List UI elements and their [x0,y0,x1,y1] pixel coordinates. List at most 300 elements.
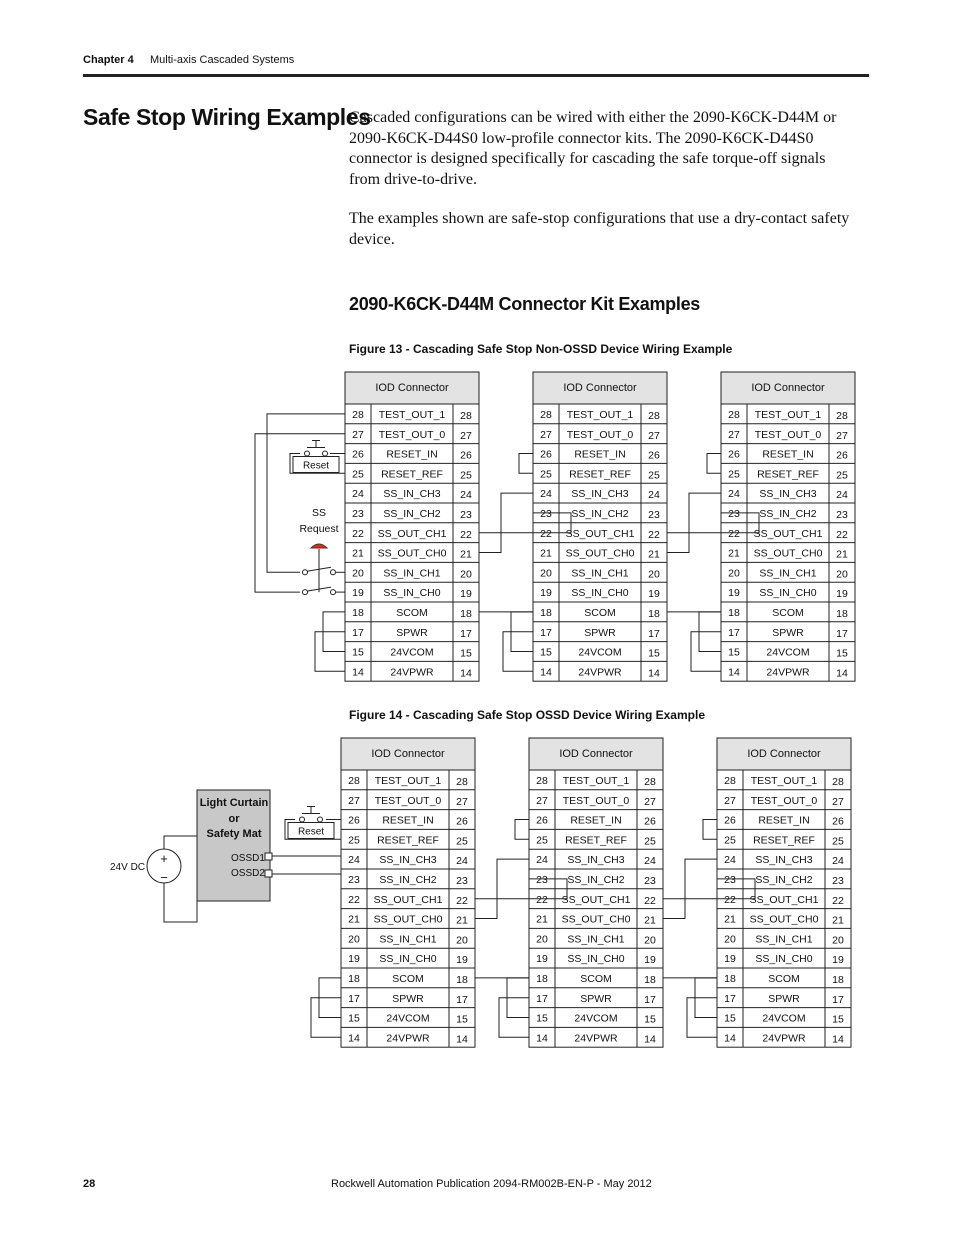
pin-name: 24VCOM [574,1012,618,1025]
pin-number-left: 20 [540,567,552,580]
pin-number-right: 18 [644,974,656,986]
pin-number-left: 23 [724,874,736,886]
pin-number-left: 14 [352,666,364,679]
pin-number-right: 15 [648,647,660,660]
pin-name: TEST_OUT_0 [378,428,446,441]
pin-number-right: 27 [836,429,848,442]
pin-number-left: 14 [540,666,552,679]
pin-number-right: 27 [648,429,660,442]
pin-number-left: 23 [536,874,548,886]
pin-number-left: 21 [348,913,360,926]
pin-name: TEST_OUT_1 [750,775,818,787]
pin-name: RESET_IN [386,448,438,461]
pin-name: SS_OUT_CH0 [561,913,631,926]
pin-name: SCOM [392,973,424,985]
pin-number-left: 18 [724,973,736,985]
pin-number-right: 15 [460,647,472,660]
pin-number-right: 19 [644,954,656,967]
pin-name: TEST_OUT_0 [754,428,822,441]
pin-number-right: 25 [832,835,844,848]
pin-name: SPWR [584,626,616,639]
pin-number-right: 23 [456,875,468,887]
wire-supply-plus [164,836,197,849]
pin-number-right: 18 [832,974,844,986]
pin-number-right: 25 [456,835,468,848]
pin-number-left: 19 [728,587,740,600]
pin-name: RESET_REF [381,468,443,481]
pin-name: RESET_IN [762,448,814,461]
pin-name: SS_IN_CH1 [571,567,629,580]
pin-number-left: 24 [352,488,364,501]
pin-name: SS_OUT_CH0 [377,547,447,560]
reset-button-contact [305,451,310,456]
pin-number-left: 26 [352,448,364,461]
pin-name: SS_OUT_CH0 [753,547,823,560]
header-rule [83,74,869,77]
estop-contact [303,570,308,575]
pin-number-left: 17 [536,992,548,1005]
pin-number-right: 17 [832,993,844,1006]
pin-name: SS_OUT_CH0 [749,913,819,926]
pin-number-left: 22 [352,527,364,540]
pin-name: TEST_OUT_0 [562,794,630,807]
pin-number-left: 21 [536,913,548,926]
pin-number-right: 19 [832,954,844,967]
pin-number-left: 25 [352,468,364,481]
pin-number-left: 21 [352,547,364,560]
pin-number-right: 28 [648,410,660,422]
pin-number-left: 14 [728,666,740,679]
pin-name: SS_IN_CH2 [379,874,437,886]
pin-name: TEST_OUT_0 [566,428,634,441]
pin-number-left: 24 [348,854,360,867]
pin-name: 24VCOM [766,646,810,659]
pin-number-left: 22 [540,527,552,540]
pin-number-right: 14 [456,1033,468,1046]
connector-1-title: IOD Connector [371,748,445,760]
pin-number-right: 25 [836,469,848,482]
pin-name: SS_IN_CH1 [567,933,625,946]
pin-number-right: 23 [836,509,848,521]
reset-button-contact [318,817,323,822]
pin-number-left: 15 [540,646,552,659]
jumper-reset-2 [519,454,533,474]
pin-number-left: 27 [728,428,740,441]
ossd2-terminal [265,870,272,877]
connector-3-title: IOD Connector [747,748,821,760]
pin-name: SCOM [396,607,428,619]
pin-number-right: 20 [456,934,468,947]
pin-number-right: 17 [644,993,656,1006]
pin-number-right: 23 [644,875,656,887]
pin-number-left: 17 [348,992,360,1005]
chapter-title: Multi-axis Cascaded Systems [150,54,295,66]
pin-name: SS_IN_CH1 [755,933,813,946]
pin-name: TEST_OUT_1 [378,409,446,421]
estop-icon [311,544,327,548]
pin-name: SCOM [768,973,800,985]
pin-number-left: 28 [352,409,364,421]
pin-number-left: 18 [536,973,548,985]
pin-name: SS_IN_CH1 [383,567,441,580]
pin-number-right: 24 [648,489,660,502]
pin-name: SS_IN_CH3 [755,854,813,867]
pin-number-left: 24 [728,488,740,501]
pin-name: SPWR [392,992,424,1005]
pin-number-right: 20 [836,568,848,581]
pin-number-right: 26 [460,449,472,462]
pin-name: 24VPWR [762,1032,806,1045]
pin-number-right: 20 [644,934,656,947]
pin-number-left: 24 [724,854,736,867]
pin-number-left: 27 [536,794,548,807]
ossd2-label: OSSD2 [231,868,265,879]
pin-number-right: 28 [644,776,656,788]
pin-name: TEST_OUT_1 [374,775,442,787]
pin-number-right: 17 [648,627,660,640]
pin-number-right: 18 [460,608,472,620]
pin-number-right: 20 [832,934,844,947]
pin-number-right: 21 [456,914,468,927]
pin-number-left: 14 [724,1032,736,1045]
pin-number-left: 18 [728,607,740,619]
ossd1-terminal [265,853,272,860]
pin-number-right: 27 [456,795,468,808]
pin-number-left: 15 [728,646,740,659]
pin-number-right: 15 [832,1013,844,1026]
pin-number-left: 15 [536,1012,548,1025]
figure-13-wiring-diagram [0,360,954,690]
pin-number-right: 22 [832,894,844,907]
cascade-wire-ch0-1 [475,859,529,918]
pin-number-left: 25 [724,834,736,847]
pin-number-left: 25 [536,834,548,847]
pin-number-left: 20 [536,933,548,946]
pin-number-left: 28 [724,775,736,787]
pin-name: SS_IN_CH1 [759,567,817,580]
pin-number-right: 15 [456,1013,468,1026]
pin-name: 24VCOM [762,1012,806,1025]
pin-number-right: 20 [460,568,472,581]
pin-number-left: 18 [348,973,360,985]
ossd1-label: OSSD1 [231,853,265,864]
pin-name: TEST_OUT_1 [754,409,822,421]
pin-number-right: 24 [460,489,472,502]
pin-number-right: 27 [832,795,844,808]
pin-number-right: 22 [460,528,472,541]
pin-number-right: 24 [832,855,844,868]
pin-number-right: 27 [460,429,472,442]
pin-number-right: 14 [648,667,660,680]
reset-button-contact [300,817,305,822]
pin-number-right: 19 [456,954,468,967]
reset-button-label: Reset [302,460,330,472]
pin-number-right: 26 [644,815,656,828]
pin-number-left: 27 [352,428,364,441]
pin-name: SS_IN_CH1 [379,933,437,946]
connector-2-title: IOD Connector [563,382,637,394]
pin-name: SS_OUT_CH1 [373,893,443,906]
cascade-wire-ch0-2 [667,493,721,552]
pin-name: SS_IN_CH2 [383,508,441,520]
pin-number-left: 17 [724,992,736,1005]
pin-number-right: 21 [836,548,848,561]
jumper-reset-3 [703,820,717,840]
reset-button-contact [323,451,328,456]
pin-number-right: 23 [648,509,660,521]
pin-number-left: 25 [728,468,740,481]
pin-name: SS_IN_CH3 [379,854,437,867]
supply-minus: − [160,870,168,885]
pin-number-right: 28 [836,410,848,422]
pin-number-right: 21 [832,914,844,927]
pin-number-left: 19 [724,953,736,966]
pin-name: SCOM [584,607,616,619]
figure-14-wiring-diagram [0,726,954,1056]
pin-number-left: 23 [348,874,360,886]
intro-paragraph: Cascaded configurations can be wired with either the 2090-K6CK-D44M or 2090-K6CK-D44S0 low-profile connector kits. The 2090-K6CK-D44S0 connector is designed specifically for cascading the safe torque-off signals from drive-to-drive. [349,109,837,188]
pin-name: 24VPWR [766,666,810,679]
publication-info: Rockwell Automation Publication 2094-RM002B-EN-P - May 2012 [331,1178,652,1190]
wire-supply-minus [164,883,197,922]
pin-name: RESET_IN [574,448,626,461]
pin-name: 24VCOM [390,646,434,659]
pin-name: SS_IN_CH0 [755,953,813,966]
pin-number-right: 26 [836,449,848,462]
pin-name: SS_IN_CH0 [571,587,629,600]
pin-number-right: 15 [836,647,848,660]
pin-name: SS_OUT_CH1 [753,527,823,540]
pin-number-left: 24 [540,488,552,501]
pin-number-left: 26 [728,448,740,461]
pin-name: 24VPWR [386,1032,430,1045]
pin-name: SPWR [772,626,804,639]
pin-number-right: 18 [648,608,660,620]
pin-name: SS_IN_CH2 [759,508,817,520]
pin-number-right: 19 [836,588,848,601]
pin-number-left: 17 [540,626,552,639]
pin-name: SS_IN_CH3 [571,488,629,501]
jumper-reset-3 [707,454,721,474]
pin-number-right: 19 [460,588,472,601]
cascade-wire-ch0-1 [479,493,533,552]
pin-name: SS_IN_CH0 [383,587,441,600]
pin-number-right: 18 [456,974,468,986]
pin-number-right: 15 [644,1013,656,1026]
pin-number-left: 23 [540,508,552,520]
pin-number-left: 15 [724,1012,736,1025]
pin-number-right: 21 [644,914,656,927]
pin-number-left: 18 [540,607,552,619]
pin-name: 24VCOM [578,646,622,659]
pin-number-left: 20 [348,933,360,946]
device-label-line1: Light Curtain [199,797,269,809]
pin-number-left: 22 [536,893,548,906]
pin-name: SS_OUT_CH1 [749,893,819,906]
pin-number-left: 15 [352,646,364,659]
pin-number-left: 22 [728,527,740,540]
pin-name: 24VCOM [386,1012,430,1025]
pin-number-right: 23 [832,875,844,887]
pin-name: SS_IN_CH3 [759,488,817,501]
pin-number-right: 17 [456,993,468,1006]
pin-number-right: 14 [644,1033,656,1046]
pin-number-left: 26 [348,814,360,827]
pin-number-left: 27 [724,794,736,807]
pin-number-left: 28 [348,775,360,787]
pin-number-right: 22 [644,894,656,907]
pin-name: TEST_OUT_1 [562,775,630,787]
pin-number-left: 17 [728,626,740,639]
pin-name: RESET_REF [757,468,819,481]
pin-number-right: 25 [460,469,472,482]
pin-name: 24VPWR [390,666,434,679]
pin-number-right: 21 [648,548,660,561]
pin-number-left: 21 [540,547,552,560]
pin-name: RESET_REF [377,834,439,847]
pin-number-left: 28 [536,775,548,787]
pin-number-left: 23 [728,508,740,520]
pin-number-right: 26 [456,815,468,828]
pin-name: SS_OUT_CH1 [565,527,635,540]
pin-number-left: 19 [540,587,552,600]
pin-name: SS_IN_CH3 [383,488,441,501]
pin-number-left: 15 [348,1012,360,1025]
pin-number-left: 17 [352,626,364,639]
examples-paragraph: The examples shown are safe-stop configurations that use a dry-contact safety device. [349,210,850,248]
pin-number-left: 21 [728,547,740,560]
reset-button-label: Reset [297,826,325,838]
pin-number-left: 21 [724,913,736,926]
pin-number-left: 28 [728,409,740,421]
pin-name: SPWR [580,992,612,1005]
pin-number-right: 17 [460,627,472,640]
pin-number-left: 20 [352,567,364,580]
pin-number-left: 22 [348,893,360,906]
pin-number-right: 27 [644,795,656,808]
pin-number-right: 28 [460,410,472,422]
pin-number-left: 22 [724,893,736,906]
wire-test-out-1 [267,414,345,572]
pin-number-right: 22 [648,528,660,541]
pin-number-right: 25 [648,469,660,482]
pin-number-left: 18 [352,607,364,619]
pin-number-left: 28 [540,409,552,421]
device-label-line2: or [228,813,240,825]
pin-number-left: 27 [540,428,552,441]
pin-number-left: 14 [536,1032,548,1045]
pin-number-left: 24 [536,854,548,867]
pin-number-right: 14 [460,667,472,680]
pin-name: RESET_IN [382,814,434,827]
figure-14-caption: Figure 14 - Cascading Safe Stop OSSD Device Wiring Example [349,708,705,722]
pin-number-right: 18 [836,608,848,620]
pin-number-right: 24 [456,855,468,868]
page-number: 28 [83,1178,96,1190]
pin-name: TEST_OUT_1 [566,409,634,421]
pin-number-right: 28 [832,776,844,788]
pin-number-right: 25 [644,835,656,848]
pin-name: SS_IN_CH0 [379,953,437,966]
cascade-wire-ch0-2 [663,859,717,918]
pin-number-right: 21 [460,548,472,561]
pin-name: 24VPWR [574,1032,618,1045]
pin-number-left: 20 [724,933,736,946]
pin-number-left: 25 [540,468,552,481]
pin-name: RESET_IN [758,814,810,827]
pin-number-right: 17 [836,627,848,640]
pin-number-right: 14 [832,1033,844,1046]
pin-number-left: 23 [352,508,364,520]
pin-number-left: 27 [348,794,360,807]
pin-name: SS_IN_CH2 [571,508,629,520]
chapter-label: Chapter 4 [83,54,134,66]
pin-name: SS_OUT_CH1 [377,527,447,540]
figure-13-caption: Figure 13 - Cascading Safe Stop Non-OSSD Device Wiring Example [349,342,733,356]
jumper-reset-2 [515,820,529,840]
pin-name: SPWR [768,992,800,1005]
ss-request-label-line2: Request [299,523,339,535]
pin-number-right: 26 [648,449,660,462]
pin-number-left: 26 [724,814,736,827]
pin-number-right: 22 [456,894,468,907]
pin-name: SPWR [396,626,428,639]
section-title: Safe Stop Wiring Examples [83,104,371,130]
pin-name: RESET_REF [565,834,627,847]
pin-number-right: 14 [836,667,848,680]
pin-name: SS_IN_CH0 [759,587,817,600]
pin-number-right: 24 [836,489,848,502]
supply-plus: + [160,851,168,866]
pin-number-left: 20 [728,567,740,580]
connector-2-title: IOD Connector [559,748,633,760]
pin-number-left: 26 [536,814,548,827]
pin-name: RESET_REF [569,468,631,481]
device-label-line3: Safety Mat [206,828,262,840]
pin-name: SS_IN_CH2 [567,874,625,886]
pin-name: TEST_OUT_0 [374,794,442,807]
pin-name: SS_IN_CH0 [567,953,625,966]
estop-contact [331,570,336,575]
pin-number-left: 25 [348,834,360,847]
pin-name: RESET_IN [570,814,622,827]
pin-number-left: 19 [348,953,360,966]
pin-number-right: 23 [460,509,472,521]
subsection-title: 2090-K6CK-D44M Connector Kit Examples [349,294,701,314]
pin-number-right: 24 [644,855,656,868]
pin-name: SCOM [772,607,804,619]
connector-3-title: IOD Connector [751,382,825,394]
estop-contact [331,590,336,595]
pin-number-right: 22 [836,528,848,541]
pin-name: TEST_OUT_0 [750,794,818,807]
pin-name: SS_OUT_CH0 [373,913,443,926]
connector-1-title: IOD Connector [375,382,449,394]
pin-name: SS_IN_CH3 [567,854,625,867]
pin-number-right: 28 [456,776,468,788]
pin-name: SCOM [580,973,612,985]
pin-number-right: 26 [832,815,844,828]
pin-name: 24VPWR [578,666,622,679]
pin-number-left: 19 [352,587,364,600]
pin-number-right: 19 [648,588,660,601]
pin-number-left: 19 [536,953,548,966]
ss-request-label-line1: SS [311,507,327,519]
supply-label: 24V DC [110,862,146,873]
pin-number-left: 14 [348,1032,360,1045]
pin-number-right: 20 [648,568,660,581]
estop-contact [303,590,308,595]
